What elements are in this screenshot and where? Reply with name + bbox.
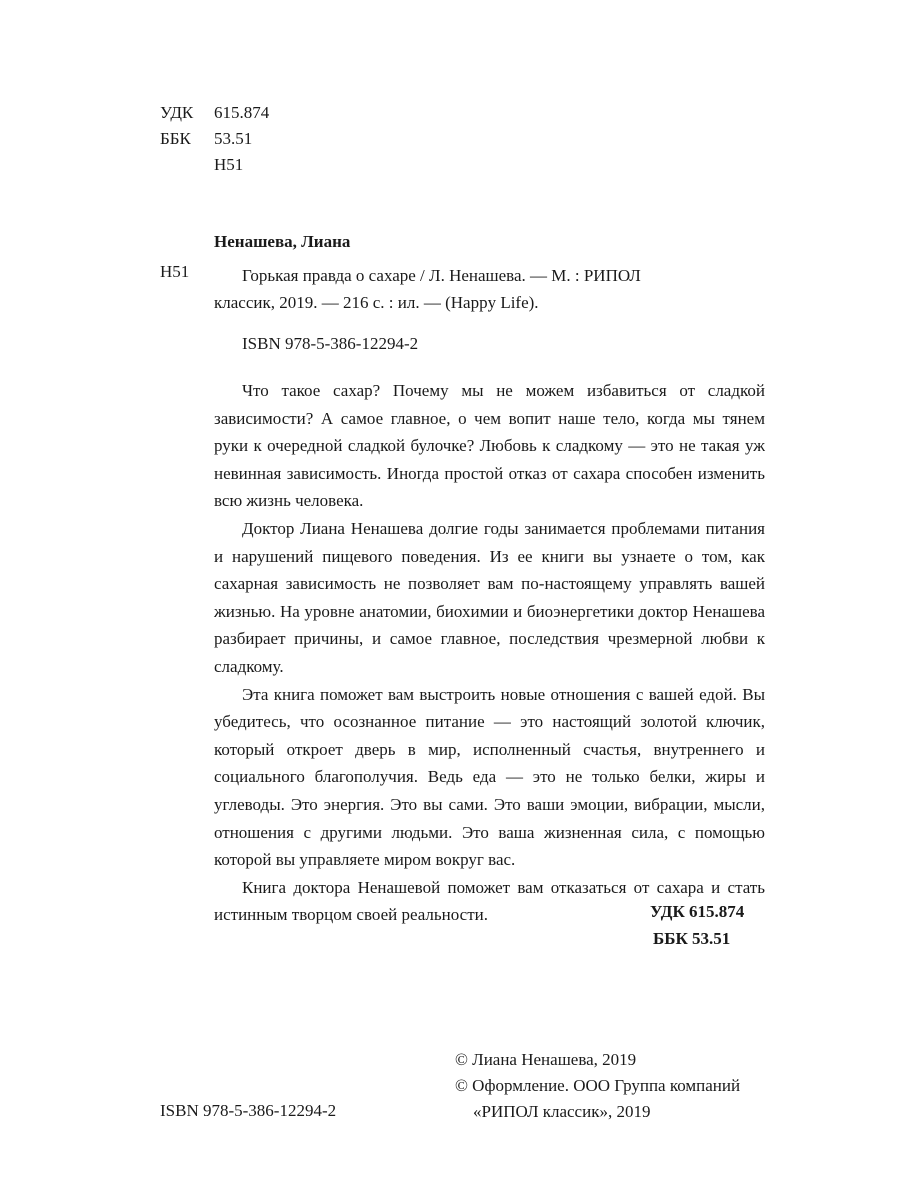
index-bold-block — [650, 898, 744, 952]
classification-block — [160, 100, 269, 178]
udk-label: УДК — [160, 103, 194, 122]
udk-row — [160, 100, 269, 126]
annotation-paragraph: Что такое сахар? Почему мы не можем избавиться от сладкой зависимости? А самое главное, о чем вопит наше тело, когда мы тянем руки к очередной сладкой булочке? Любовь к сладкому — это не такая уж невинная зависимость. Иногда простой отказ от сахара способен изменить всю жизнь человека. — [214, 381, 765, 511]
isbn-bottom: ISBN 978-5-386-12294-2 — [160, 1101, 337, 1120]
record-line-1: Горькая правда о сахаре / Л. Ненашева. — М. : РИПОЛ — [242, 266, 641, 285]
annotation-paragraph: Доктор Лиана Ненашева долгие годы занимается проблемами питания и нарушений пищевого поведения. Из ее книги вы узнаете о том, как сахарная зависимость не позволяет вам по-настоящему управлять вашей жизнью. На уровне анатомии, биохимии и биоэнергетики доктор Ненашева разбирает причины, и самое главное, последствия чрезмерной любви к сладкому. — [214, 518, 765, 676]
bbk-value: 53.51 — [214, 129, 253, 148]
bbk-label: ББК — [160, 129, 191, 148]
udk-value: 615.874 — [214, 103, 270, 122]
author-sign: Н51 — [214, 155, 244, 174]
copyright-block — [455, 1047, 740, 1125]
udk-bold: УДК 615.874 — [650, 902, 745, 921]
isbn-top: ISBN 978-5-386-12294-2 — [242, 334, 419, 353]
record-line-2: классик, 2019. — 216 с. : ил. — (Happy Life). — [214, 293, 539, 312]
copyright-design: © Оформление. ООО Группа компаний — [455, 1076, 741, 1095]
bbk-row — [160, 126, 269, 152]
bbk-bold: ББК 53.51 — [653, 929, 731, 948]
author-heading: Ненашева, Лиана — [214, 232, 351, 251]
annotation-paragraph: Книга доктора Ненашевой поможет вам отказаться от сахара и стать истинным творцом своей реальности. — [214, 877, 765, 925]
annotation-paragraph: Эта книга поможет вам выстроить новые отношения с вашей едой. Вы убедитесь, что осознанное питание — это настоящий золотой ключик, который откроет дверь в мир, исполненный счастья, внутреннего и социального благополучия. Ведь еда — это не только белки, жиры и углеводы. Это энергия. Это вы сами. Это ваши эмоции, вибрации, мысли, отношения с другими людьми. Это ваша жизненная сила, с помощью которой вы управляете миром вокруг вас. — [214, 684, 765, 870]
record-sign: Н51 — [160, 262, 190, 281]
annotation — [214, 377, 765, 929]
bibliographic-record — [214, 262, 762, 316]
copyright-publisher: «РИПОЛ классик», 2019 — [473, 1102, 651, 1121]
author-sign-row — [160, 152, 269, 178]
copyright-author: © Лиана Ненашева, 2019 — [455, 1050, 637, 1069]
